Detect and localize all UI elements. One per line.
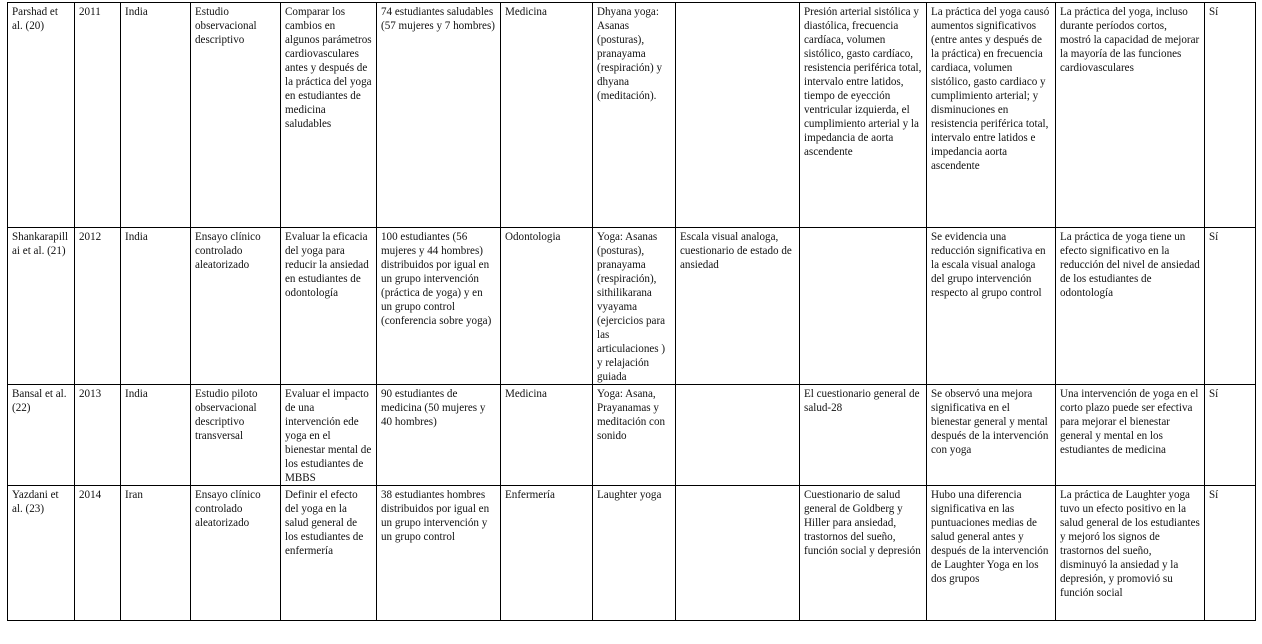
sample-cell: 100 estudiantes (56 mujeres y 44 hombres) distribuidos por igual en un grupo intervención (práctica de yoga) y en un grupo control (conferencia sobre yoga) bbox=[377, 228, 501, 385]
field-cell: Medicina bbox=[501, 3, 593, 228]
conclusion-cell: La práctica del yoga, incluso durante períodos cortos, mostró la capacidad de mejorar la mayoría de las funciones cardiovasculares bbox=[1056, 3, 1205, 228]
instrument-cell bbox=[676, 385, 800, 486]
sample-cell: 90 estudiantes de medicina (50 mujeres y 40 hombres) bbox=[377, 385, 501, 486]
design-cell: Ensayo clínico controlado aleatorizado bbox=[191, 486, 281, 621]
results-cell: Hubo una diferencia significativa en las puntuaciones medias de salud general antes y después de la intervención de Laughter Yoga en los dos grupos bbox=[927, 486, 1056, 621]
objective-cell: Evaluar el impacto de una intervención ede yoga en el bienestar mental de los estudiantes de MBBS bbox=[281, 385, 377, 486]
country-cell: India bbox=[121, 3, 191, 228]
intervention-cell: Dhyana yoga: Asanas (posturas), pranayama (respiración) y dhyana (meditación). bbox=[593, 3, 676, 228]
results-cell: Se observó una mejora significativa en el bienestar general y mental después de la intervención con yoga bbox=[927, 385, 1056, 486]
table-row bbox=[8, 3, 1256, 228]
variables-cell bbox=[800, 228, 927, 385]
country-cell: Iran bbox=[121, 486, 191, 621]
included-cell: Sí bbox=[1205, 228, 1256, 385]
studies-table bbox=[7, 2, 1256, 621]
variables-cell: El cuestionario general de salud-28 bbox=[800, 385, 927, 486]
conclusion-cell: Una intervención de yoga en el corto plazo puede ser efectiva para mejorar el bienestar general y mental en los estudiantes de medicina bbox=[1056, 385, 1205, 486]
intervention-cell: Yoga: Asana, Prayanamas y meditación con sonido bbox=[593, 385, 676, 486]
included-cell: Sí bbox=[1205, 385, 1256, 486]
variables-cell: Cuestionario de salud general de Goldberg y Hiller para ansiedad, trastornos del sueño, función social y depresión bbox=[800, 486, 927, 621]
results-cell: Se evidencia una reducción significativa en la escala visual analoga del grupo intervención respecto al grupo control bbox=[927, 228, 1056, 385]
field-cell: Medicina bbox=[501, 385, 593, 486]
variables-cell: Presión arterial sistólica y diastólica, frecuencia cardíaca, volumen sistólico, gasto cardíaco, resistencia periférica total, intervalo entre latidos, tiempo de eyección ventricular izquierda, el cumplimiento arterial y la impedancia de aorta ascendente bbox=[800, 3, 927, 228]
country-cell: India bbox=[121, 228, 191, 385]
objective-cell: Definir el efecto del yoga en la salud general de los estudiantes de enfermería bbox=[281, 486, 377, 621]
author-cell: Bansal et al. (22) bbox=[8, 385, 75, 486]
results-cell: La práctica del yoga causó aumentos significativos (entre antes y después de la práctica) en frecuencia cardiaca, volumen sistólico, gasto cardiaco y cumplimiento arterial; y disminuciones en resistencia periférica total, intervalo entre latidos e impedancia aorta ascendente bbox=[927, 3, 1056, 228]
intervention-cell: Laughter yoga bbox=[593, 486, 676, 621]
author-cell: Yazdani et al. (23) bbox=[8, 486, 75, 621]
instrument-cell bbox=[676, 3, 800, 228]
objective-cell: Evaluar la eficacia del yoga para reducir la ansiedad en estudiantes de odontología bbox=[281, 228, 377, 385]
objective-cell: Comparar los cambios en algunos parámetros cardiovasculares antes y después de la práctica del yoga en estudiantes de medicina saludables bbox=[281, 3, 377, 228]
instrument-cell: Escala visual analoga, cuestionario de estado de ansiedad bbox=[676, 228, 800, 385]
conclusion-cell: La práctica de yoga tiene un efecto significativo en la reducción del nivel de ansiedad de los estudiantes de odontología bbox=[1056, 228, 1205, 385]
author-cell: Shankarapillai et al. (21) bbox=[8, 228, 75, 385]
table-row bbox=[8, 385, 1256, 486]
field-cell: Enfermería bbox=[501, 486, 593, 621]
instrument-cell bbox=[676, 486, 800, 621]
table-row bbox=[8, 228, 1256, 385]
country-cell: India bbox=[121, 385, 191, 486]
table-row bbox=[8, 486, 1256, 621]
design-cell: Ensayo clínico controlado aleatorizado bbox=[191, 228, 281, 385]
author-cell: Parshad et al. (20) bbox=[8, 3, 75, 228]
year-cell: 2011 bbox=[75, 3, 121, 228]
year-cell: 2012 bbox=[75, 228, 121, 385]
sample-cell: 38 estudiantes hombres distribuidos por igual en un grupo intervención y un grupo control bbox=[377, 486, 501, 621]
included-cell: Sí bbox=[1205, 3, 1256, 228]
design-cell: Estudio piloto observacional descriptivo transversal bbox=[191, 385, 281, 486]
sample-cell: 74 estudiantes saludables (57 mujeres y 7 hombres) bbox=[377, 3, 501, 228]
design-cell: Estudio observacional descriptivo bbox=[191, 3, 281, 228]
included-cell: Sí bbox=[1205, 486, 1256, 621]
year-cell: 2014 bbox=[75, 486, 121, 621]
year-cell: 2013 bbox=[75, 385, 121, 486]
intervention-cell: Yoga: Asanas (posturas), pranayama (respiración), sithilikarana vyayama (ejercicios para las articulaciones ) y relajación guiada bbox=[593, 228, 676, 385]
field-cell: Odontologia bbox=[501, 228, 593, 385]
conclusion-cell: La práctica de Laughter yoga tuvo un efecto positivo en la salud general de los estudiantes y mejoró los signos de trastornos del sueño, disminuyó la ansiedad y la depresión, y promovió su función social bbox=[1056, 486, 1205, 621]
